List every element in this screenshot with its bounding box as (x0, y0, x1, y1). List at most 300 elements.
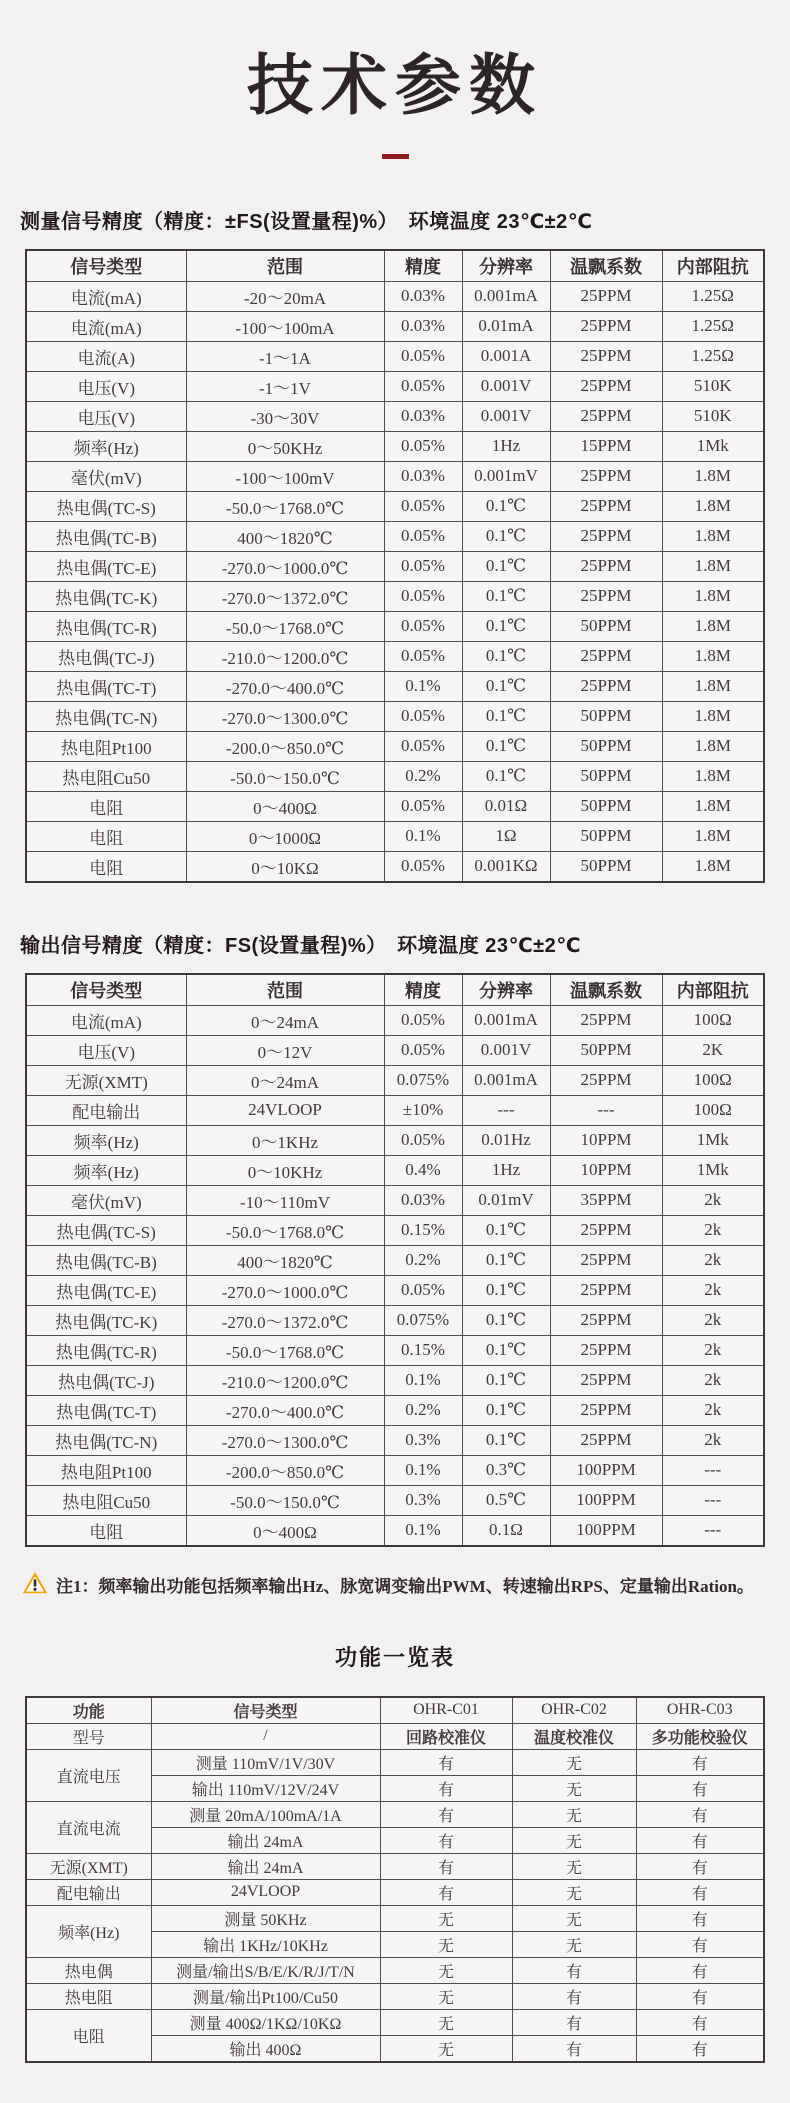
note-1 (22, 1571, 770, 1599)
table-cell: -100～100mV (186, 461, 384, 491)
table-cell: 25PPM (550, 1275, 662, 1305)
table-row (26, 1125, 764, 1155)
table-cell: 0.1℃ (462, 1275, 550, 1305)
table-row (26, 1245, 764, 1275)
column-header: 分辨率 (462, 974, 550, 1006)
table-cell: 0.1℃ (462, 1245, 550, 1275)
table-cell: 测量 400Ω/1KΩ/10KΩ (151, 2009, 380, 2035)
table-cell: 0.1℃ (462, 701, 550, 731)
table-cell: 25PPM (550, 581, 662, 611)
column-header: 内部阻抗 (662, 974, 764, 1006)
table-cell: 热电偶 (26, 1957, 151, 1983)
table-cell: 0.01mV (462, 1185, 550, 1215)
table-row (26, 2009, 764, 2035)
table-cell: 0.1% (384, 1515, 462, 1546)
table-cell: ±10% (384, 1095, 462, 1125)
table-cell: 0.3% (384, 1485, 462, 1515)
table-cell: 0～24mA (186, 1005, 384, 1035)
table-cell: 测量/输出Pt100/Cu50 (151, 1983, 380, 2009)
table-cell: 热电偶(TC-B) (26, 521, 186, 551)
table-cell: 热电偶(TC-J) (26, 1365, 186, 1395)
table-cell: -50.0～150.0℃ (186, 761, 384, 791)
table-cell: 0.03% (384, 461, 462, 491)
table-cell: 1.8M (662, 791, 764, 821)
table-cell: 2k (662, 1335, 764, 1365)
table-cell: 0～50KHz (186, 431, 384, 461)
table-row (26, 611, 764, 641)
table-cell: 0.01Hz (462, 1125, 550, 1155)
table-cell: 无 (380, 1905, 512, 1931)
table-cell: 2k (662, 1425, 764, 1455)
table-cell: 35PPM (550, 1185, 662, 1215)
table-cell: 0.03% (384, 401, 462, 431)
table-cell: 0.001mA (462, 1065, 550, 1095)
table-cell: 1Hz (462, 1155, 550, 1185)
table-cell: 25PPM (550, 401, 662, 431)
table-cell: 频率(Hz) (26, 1905, 151, 1957)
table-row (26, 401, 764, 431)
column-header: 范围 (186, 974, 384, 1006)
table-cell: 热电偶(TC-T) (26, 671, 186, 701)
table-cell: 0.05% (384, 341, 462, 371)
table-cell: 有 (380, 1879, 512, 1905)
function-overview-title: 功能一览表 (334, 1644, 455, 1670)
table-cell: 0.05% (384, 731, 462, 761)
table-cell: 2k (662, 1275, 764, 1305)
table-cell: -20～20mA (186, 281, 384, 311)
table-cell: 0.1% (384, 1455, 462, 1485)
table-row (26, 1801, 764, 1827)
table-cell: 0.1℃ (462, 731, 550, 761)
table-cell: 1.8M (662, 701, 764, 731)
table-row (26, 311, 764, 341)
table-cell: 100Ω (662, 1005, 764, 1035)
table-cell: 热电阻Cu50 (26, 761, 186, 791)
table-row (26, 791, 764, 821)
table-cell: 24VLOOP (151, 1879, 380, 1905)
table-row (26, 1095, 764, 1125)
table-cell: 0～1KHz (186, 1125, 384, 1155)
table-cell: 0.05% (384, 371, 462, 401)
column-header: 信号类型 (151, 1697, 380, 1724)
table-cell: 100Ω (662, 1065, 764, 1095)
table-cell: 有 (636, 1957, 764, 1983)
table-cell: 1.8M (662, 671, 764, 701)
column-header: OHR-C01 (380, 1697, 512, 1724)
table-cell: 0.1℃ (462, 1215, 550, 1245)
table-cell: 1.8M (662, 641, 764, 671)
table-cell: 多功能校验仪 (636, 1723, 764, 1749)
table-cell: 0.05% (384, 791, 462, 821)
table-cell: 电压(V) (26, 1035, 186, 1065)
table-cell: 有 (380, 1749, 512, 1775)
table-cell: 0.05% (384, 521, 462, 551)
table-cell: 毫伏(mV) (26, 461, 186, 491)
column-header: 功能 (26, 1697, 151, 1724)
table-cell: 测量 20mA/100mA/1A (151, 1801, 380, 1827)
table-cell: 50PPM (550, 731, 662, 761)
table-cell: 0.1℃ (462, 611, 550, 641)
table-cell: 0.05% (384, 641, 462, 671)
table-cell: 有 (636, 1879, 764, 1905)
table-cell: 无 (512, 1905, 636, 1931)
table-cell: 1.8M (662, 821, 764, 851)
table-cell: 无 (512, 1879, 636, 1905)
table-cell: 1Mk (662, 1155, 764, 1185)
measure-accuracy-heading: 测量信号精度（精度：±FS(设置量程)%） 环境温度 23℃±2℃ (20, 210, 593, 233)
note-text: 注1：频率输出功能包括频率输出Hz、脉宽调变输出PWM、转速输出RPS、定量输出Ration。 (56, 1577, 754, 1597)
table-cell: 1.25Ω (662, 311, 764, 341)
table-cell: 25PPM (550, 1305, 662, 1335)
table-cell: 0.1℃ (462, 1335, 550, 1365)
table-row (26, 641, 764, 671)
table-cell: 400～1820℃ (186, 1245, 384, 1275)
table-cell: 25PPM (550, 1425, 662, 1455)
table-cell: 1Mk (662, 431, 764, 461)
table-cell: 0～400Ω (186, 791, 384, 821)
table-cell: 0.1℃ (462, 671, 550, 701)
table-cell: 510K (662, 401, 764, 431)
table-cell: -210.0～1200.0℃ (186, 1365, 384, 1395)
table-cell: 有 (380, 1801, 512, 1827)
table-cell: -210.0～1200.0℃ (186, 641, 384, 671)
table-cell: 电阻 (26, 851, 186, 882)
table-row (26, 731, 764, 761)
table-cell: -270.0～400.0℃ (186, 671, 384, 701)
table-cell: 热电偶(TC-K) (26, 1305, 186, 1335)
table-row (26, 491, 764, 521)
table-cell: -1～1A (186, 341, 384, 371)
table-cell: 无 (512, 1801, 636, 1827)
table-cell: 输出 1KHz/10KHz (151, 1931, 380, 1957)
table-cell: 0.075% (384, 1065, 462, 1095)
table-row (26, 1365, 764, 1395)
table-cell: -270.0～1372.0℃ (186, 581, 384, 611)
table-cell: 电压(V) (26, 401, 186, 431)
table-cell: 0.05% (384, 1275, 462, 1305)
table-cell: 1.8M (662, 761, 764, 791)
table-cell: -200.0～850.0℃ (186, 1455, 384, 1485)
table-cell: 热电偶(TC-J) (26, 641, 186, 671)
table-row (26, 1335, 764, 1365)
output-accuracy-heading: 输出信号精度（精度：FS(设置量程)%） 环境温度 23℃±2℃ (20, 934, 581, 957)
table-cell: 测量 50KHz (151, 1905, 380, 1931)
table-cell: 热电偶(TC-N) (26, 1425, 186, 1455)
table-cell: 0.001V (462, 371, 550, 401)
table-cell: 0.1℃ (462, 1425, 550, 1455)
table-row (26, 461, 764, 491)
table-row (26, 1155, 764, 1185)
table-header-row (26, 974, 764, 1006)
table-cell: 0.05% (384, 1005, 462, 1035)
table-cell: 热电偶(TC-T) (26, 1395, 186, 1425)
table-cell: 有 (636, 1749, 764, 1775)
table-cell: 1.25Ω (662, 341, 764, 371)
table-row (26, 671, 764, 701)
table-cell: 频率(Hz) (26, 1125, 186, 1155)
table-cell: 10PPM (550, 1155, 662, 1185)
table-cell: 25PPM (550, 641, 662, 671)
table-header-row (26, 1697, 764, 1724)
table-cell: 无 (512, 1853, 636, 1879)
table-cell: 0～24mA (186, 1065, 384, 1095)
table-cell: 0.1℃ (462, 761, 550, 791)
table-cell: 热电阻Cu50 (26, 1485, 186, 1515)
table-cell: 0.05% (384, 611, 462, 641)
table-cell: 型号 (26, 1723, 151, 1749)
table-row (26, 1035, 764, 1065)
table-row (26, 1983, 764, 2009)
table-cell: 1.8M (662, 461, 764, 491)
table-cell: --- (662, 1485, 764, 1515)
table-cell: 配电输出 (26, 1095, 186, 1125)
page-title: 技术参数 (247, 48, 543, 122)
table-cell: 0.001V (462, 401, 550, 431)
title-accent-dash (382, 154, 409, 159)
table-cell: 0.1℃ (462, 641, 550, 671)
table-cell: 100Ω (662, 1095, 764, 1125)
table-cell: 2k (662, 1215, 764, 1245)
column-header: OHR-C03 (636, 1697, 764, 1724)
table-cell: 2k (662, 1305, 764, 1335)
table-cell: -50.0～1768.0℃ (186, 1215, 384, 1245)
table-cell: 0.1% (384, 671, 462, 701)
table-cell: 10PPM (550, 1125, 662, 1155)
table-cell: 有 (512, 1957, 636, 1983)
table-cell: -50.0～1768.0℃ (186, 611, 384, 641)
table-row (26, 1425, 764, 1455)
table-row (26, 1005, 764, 1035)
table-cell: 100PPM (550, 1485, 662, 1515)
table-cell: 输出 110mV/12V/24V (151, 1775, 380, 1801)
table-cell: 无 (512, 1775, 636, 1801)
table-cell: 电流(mA) (26, 1005, 186, 1035)
table-cell: 1.8M (662, 611, 764, 641)
table-cell: 0～12V (186, 1035, 384, 1065)
table-row (26, 701, 764, 731)
output-accuracy-table (25, 973, 765, 1547)
column-header: OHR-C02 (512, 1697, 636, 1724)
table-cell: -270.0～1300.0℃ (186, 1425, 384, 1455)
table-cell: 热电偶(TC-R) (26, 611, 186, 641)
table-cell: 有 (636, 1775, 764, 1801)
table-cell: 回路校准仪 (380, 1723, 512, 1749)
table-cell: 输出 24mA (151, 1853, 380, 1879)
table-cell: 0.001KΩ (462, 851, 550, 882)
table-row (26, 1749, 764, 1775)
table-cell: 电阻 (26, 821, 186, 851)
table-row (26, 521, 764, 551)
table-cell: 2k (662, 1365, 764, 1395)
table-row (26, 341, 764, 371)
table-cell: 0.1℃ (462, 1305, 550, 1335)
table-cell: 0.1℃ (462, 491, 550, 521)
table-cell: 1.8M (662, 491, 764, 521)
table-cell: 无 (380, 1931, 512, 1957)
table-cell: 0～10KHz (186, 1155, 384, 1185)
table-row (26, 1515, 764, 1546)
table-row (26, 1853, 764, 1879)
table-cell: -10～110mV (186, 1185, 384, 1215)
table-cell: 毫伏(mV) (26, 1185, 186, 1215)
table-cell: 温度校准仪 (512, 1723, 636, 1749)
table-cell: 50PPM (550, 611, 662, 641)
table-cell: 配电输出 (26, 1879, 151, 1905)
table-cell: 2k (662, 1395, 764, 1425)
table-row (26, 1275, 764, 1305)
table-cell: 25PPM (550, 1365, 662, 1395)
table-cell: 25PPM (550, 1335, 662, 1365)
table-cell: 0.05% (384, 491, 462, 521)
table-cell: 0.1% (384, 821, 462, 851)
table-cell: 25PPM (550, 1005, 662, 1035)
table-cell: -30～30V (186, 401, 384, 431)
table-cell: 热电阻 (26, 1983, 151, 2009)
table-cell: 25PPM (550, 461, 662, 491)
table-cell: 无 (512, 1931, 636, 1957)
table-cell: 1.8M (662, 581, 764, 611)
table-cell: 0.1℃ (462, 551, 550, 581)
warning-triangle-icon (22, 1571, 48, 1599)
table-cell: 热电阻Pt100 (26, 1455, 186, 1485)
table-cell: 无源(XMT) (26, 1853, 151, 1879)
table-cell: 50PPM (550, 791, 662, 821)
table-cell: 有 (636, 1905, 764, 1931)
table-cell: 电流(A) (26, 341, 186, 371)
table-cell: 0.3℃ (462, 1455, 550, 1485)
table-row (26, 1905, 764, 1931)
table-cell: 热电偶(TC-S) (26, 491, 186, 521)
table-cell: 有 (512, 2009, 636, 2035)
table-cell: 2k (662, 1185, 764, 1215)
table-cell: --- (462, 1095, 550, 1125)
table-cell: 1.8M (662, 551, 764, 581)
table-cell: 热电偶(TC-E) (26, 551, 186, 581)
table-cell: 0.05% (384, 551, 462, 581)
table-cell: 有 (636, 1853, 764, 1879)
column-header: 信号类型 (26, 974, 186, 1006)
table-cell: 25PPM (550, 1245, 662, 1275)
table-cell: 0.1℃ (462, 1395, 550, 1425)
table-cell: -50.0～150.0℃ (186, 1485, 384, 1515)
column-header: 内部阻抗 (662, 250, 764, 282)
table-cell: 输出 24mA (151, 1827, 380, 1853)
table-row (26, 581, 764, 611)
table-cell: 0.1℃ (462, 581, 550, 611)
table-cell: 无 (380, 1957, 512, 1983)
table-cell: 无 (512, 1749, 636, 1775)
table-cell: 100PPM (550, 1515, 662, 1546)
table-row (26, 431, 764, 461)
table-cell: 0.1℃ (462, 521, 550, 551)
table-cell: 0.1Ω (462, 1515, 550, 1546)
table-cell: 热电偶(TC-K) (26, 581, 186, 611)
table-cell: -50.0～1768.0℃ (186, 1335, 384, 1365)
table-row (26, 1395, 764, 1425)
table-cell: 25PPM (550, 1215, 662, 1245)
table-cell: 热电阻Pt100 (26, 731, 186, 761)
table-cell: / (151, 1723, 380, 1749)
table-cell: 有 (512, 2035, 636, 2062)
table-cell: 0.15% (384, 1335, 462, 1365)
table-cell: 热电偶(TC-R) (26, 1335, 186, 1365)
column-header: 信号类型 (26, 250, 186, 282)
table-cell: 0.05% (384, 431, 462, 461)
table-cell: 测量 110mV/1V/30V (151, 1749, 380, 1775)
table-cell: 510K (662, 371, 764, 401)
table-cell: -270.0～1000.0℃ (186, 551, 384, 581)
measure-accuracy-table (25, 249, 765, 883)
table-cell: 0.05% (384, 851, 462, 882)
table-cell: 50PPM (550, 1035, 662, 1065)
table-cell: 0.05% (384, 581, 462, 611)
table-cell: 有 (636, 2009, 764, 2035)
table-cell: 1.8M (662, 851, 764, 882)
table-cell: 有 (380, 1775, 512, 1801)
table-cell: 25PPM (550, 311, 662, 341)
table-cell: 0.5℃ (462, 1485, 550, 1515)
table-cell: 1Hz (462, 431, 550, 461)
table-cell: --- (550, 1095, 662, 1125)
table-row (26, 821, 764, 851)
table-cell: 400～1820℃ (186, 521, 384, 551)
table-cell: 热电偶(TC-S) (26, 1215, 186, 1245)
column-header: 分辨率 (462, 250, 550, 282)
table-cell: 1Mk (662, 1125, 764, 1155)
table-cell: 有 (636, 2035, 764, 2062)
table-cell: 25PPM (550, 521, 662, 551)
table-cell: 电阻 (26, 791, 186, 821)
table-row (26, 1455, 764, 1485)
table-cell: 热电偶(TC-B) (26, 1245, 186, 1275)
table-cell: 0.15% (384, 1215, 462, 1245)
table-cell: 0.05% (384, 701, 462, 731)
table-cell: 0.2% (384, 1395, 462, 1425)
table-row (26, 1957, 764, 1983)
table-cell: 直流电压 (26, 1749, 151, 1801)
table-cell: 有 (636, 1827, 764, 1853)
table-cell: 0.1℃ (462, 1365, 550, 1395)
table-cell: 电阻 (26, 2009, 151, 2062)
column-header: 精度 (384, 250, 462, 282)
table-cell: 有 (380, 1853, 512, 1879)
table-cell: 0.001mA (462, 281, 550, 311)
table-cell: 50PPM (550, 761, 662, 791)
table-row (26, 281, 764, 311)
table-cell: 1.8M (662, 731, 764, 761)
table-cell: 25PPM (550, 1065, 662, 1095)
table-cell: 频率(Hz) (26, 1155, 186, 1185)
table-cell: 有 (512, 1983, 636, 2009)
column-header: 温飘系数 (550, 974, 662, 1006)
table-cell: 1Ω (462, 821, 550, 851)
column-header: 温飘系数 (550, 250, 662, 282)
table-cell: 0～1000Ω (186, 821, 384, 851)
table-cell: 0.3% (384, 1425, 462, 1455)
column-header: 精度 (384, 974, 462, 1006)
table-cell: 0.05% (384, 1125, 462, 1155)
table-cell: 电流(mA) (26, 311, 186, 341)
table-cell: 1.8M (662, 521, 764, 551)
table-row (26, 371, 764, 401)
table-cell: 0.01mA (462, 311, 550, 341)
table-cell: 0.001V (462, 1035, 550, 1065)
table-cell: 0.001A (462, 341, 550, 371)
table-cell: 0.001mA (462, 1005, 550, 1035)
table-cell: 0～400Ω (186, 1515, 384, 1546)
table-cell: -1～1V (186, 371, 384, 401)
table-cell: 25PPM (550, 1395, 662, 1425)
